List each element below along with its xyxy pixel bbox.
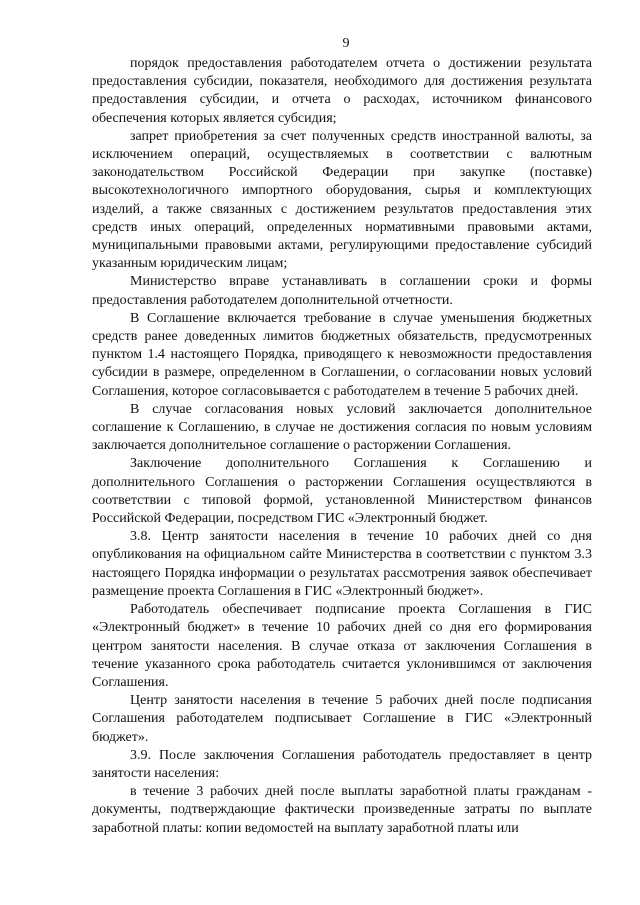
document-body [92, 55, 592, 838]
paragraph: Центр занятости населения в течение 5 рабочих дней после подписания Соглашения работодателем подписывает Соглашение в ГИС «Электронный бюджет». [92, 693, 592, 745]
page-number: 9 [342, 36, 350, 51]
paragraph: 3.8. Центр занятости населения в течение 10 рабочих дней со дня опубликования на официальном сайте Министерства в соответствии с пунктом 3.3 настоящего Порядка информации о результатах рассмотрения заявок обеспечивает размещение проекта Соглашения в ГИС «Электронный бюджет». [92, 529, 592, 599]
paragraph: Заключение дополнительного Соглашения к Соглашению и дополнительного Соглашения о расторжении Соглашения осуществляются в соответствии с типовой формой, установленной Министерством финансов Российской Федерации, посредством ГИС «Электронный бюджет. [92, 456, 592, 527]
paragraph: В Соглашение включается требование в случае уменьшения бюджетных средств ранее доведенных лимитов бюджетных обязательств, предусмотренных пунктом 1.4 настоящего Порядка, приводящего к невозможности предоставления субсидии в размере, определенном в Соглашении, о согласовании новых условий Соглашения, которое согласовывается с работодателем в течение 5 рабочих дней. [92, 310, 592, 399]
paragraph: запрет приобретения за счет полученных средств иностранной валюты, за исключением операций, осуществляемых в соответствии с валютным законодательством Российской Федерации при закупке (поставке) высокотехнологичного импортного оборудования, сырья и комплектующих изделий, а также связанных с достижением результатов предоставления этих средств иных операций, определенных нормативными правовыми актами, муниципальными правовыми актами, регулирующими предоставление субсидий указанным юридическим лицам; [92, 128, 592, 272]
paragraph: 3.9. После заключения Соглашения работодатель предоставляет в центр занятости населения: [92, 747, 592, 781]
paragraph: в течение 3 рабочих дней после выплаты заработной платы гражданам - документы, подтверждающие фактически произведенные затраты по выплате заработной платы: копии ведомостей на выплату заработной платы или [92, 784, 592, 836]
paragraph: Работодатель обеспечивает подписание проекта Соглашения в ГИС «Электронный бюджет» в течение 10 рабочих дней со дня его формирования центром занятости населения. В случае отказа от заключения Соглашения в течение указанного срока работодатель считается уклонившимся от заключения Соглашения. [92, 602, 592, 690]
paragraph: В случае согласования новых условий заключается дополнительное соглашение к Соглашению, в случае не достижения согласия по новым условиям заключается дополнительное соглашение о расторжении Соглашения. [92, 401, 592, 454]
paragraph: Министерство вправе устанавливать в соглашении сроки и формы предоставления работодателем дополнительной отчетности. [92, 274, 592, 308]
paragraph: порядок предоставления работодателем отчета о достижении результата предоставления субсидии, показателя, необходимого для достижения результата предоставления субсидии, и отчета о расходах, источником финансового обеспечения которых является субсидия; [92, 56, 592, 126]
